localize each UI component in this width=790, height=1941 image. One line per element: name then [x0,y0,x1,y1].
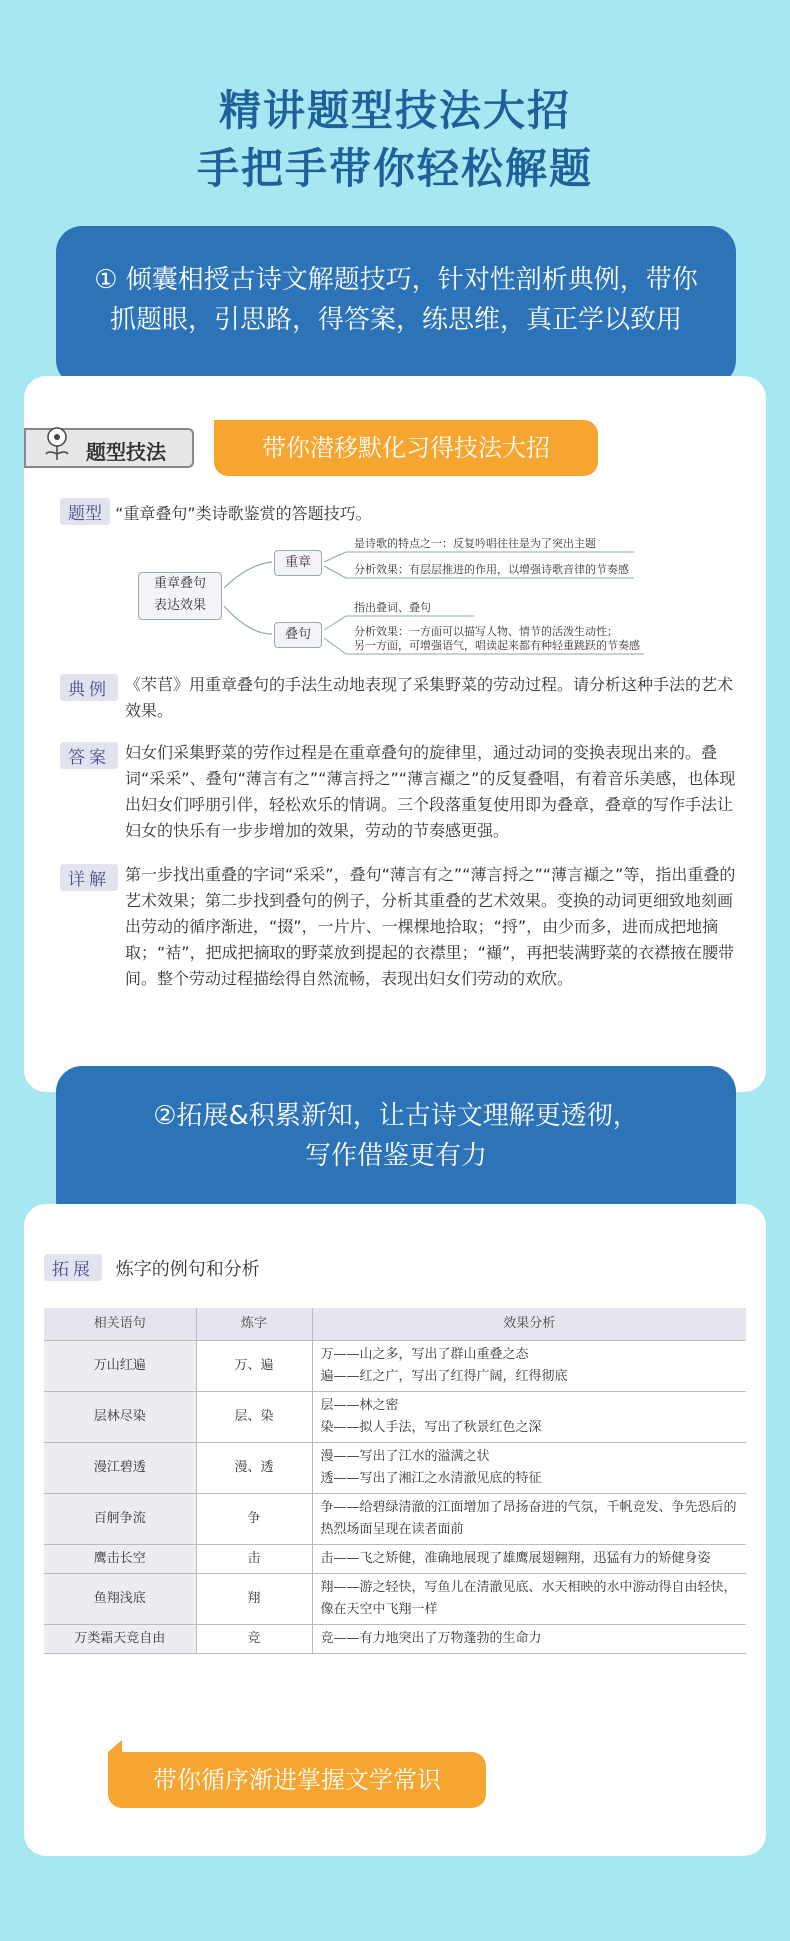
header-sentence: 相关语句 [44,1308,196,1340]
row-word: 层、染 [196,1391,312,1442]
header-word: 炼字 [196,1308,312,1340]
table-row [44,1544,746,1573]
row-sentence: 鹰击长空 [44,1544,196,1573]
row-word: 击 [196,1544,312,1573]
row-word: 争 [196,1493,312,1544]
row-sentence: 万类霜天竞自由 [44,1624,196,1653]
title-line-2: 手把手带你轻松解题 [196,144,593,193]
row-analysis: 层——林之密 染——拟人手法，写出了秋景红色之深 [312,1391,746,1442]
row-sentence: 漫江碧透 [44,1442,196,1493]
section-tag-label: 题型技法 [86,440,166,464]
table-row [44,1391,746,1442]
table-row [44,1573,746,1624]
row-word: 竞 [196,1624,312,1653]
row-analysis: 漫——写出了江水的溢满之状 透——写出了湘江之水清澈见底的特征 [312,1442,746,1493]
answer-text: 妇女们采集野菜的劳作过程是在重章叠句的旋律里，通过动词的变换表现出来的。叠词“采采”、叠句“薄言有之”“薄言捋之”“薄言襭之”的反复叠唱，有着音乐美感，也体现出妇女们呼朋引伴，轻松欢乐的情调。三个段落重复使用即为叠章，叠章的写作手法让妇女的快乐有一步步增加的效果，劳动的节奏感更强。 [125,743,736,840]
callout-tail [108,1740,122,1752]
row-analysis: 争——给碧绿清澈的江面增加了昂扬奋进的气氛，千帆竞发、争先恐后的热烈场面呈现在读者面前 [312,1493,746,1544]
callout-label-2: 带你循序渐进掌握文学常识 [108,1752,486,1808]
banner2-line-1: ②拓展&积累新知，让古诗文理解更透彻， [153,1101,639,1131]
row-sentence: 百舸争流 [44,1493,196,1544]
answer-chip: 答案 [60,742,118,769]
row-analysis: 翔——游之轻快，写鱼儿在清澈见底、水天相映的水中游动得自由轻快，像在天空中飞翔一样 [312,1573,746,1624]
diagram-branch-1: 重章 [274,550,322,576]
topic-text: “重章叠句”类诗歌鉴赏的答题技巧。 [115,504,372,523]
table-header-row [44,1308,746,1340]
row-word: 漫、透 [196,1442,312,1493]
branch2-note-2: 分析效果：一方面可以描写人物、情节的活泼生动性； [354,625,618,638]
example-label-wrap [60,674,118,701]
banner1-line-2: 抓题眼，引思路，得答案，练思维，真正学以致用 [109,305,682,335]
diagram-root-node: 重章叠句 表达效果 [138,572,222,620]
explain-chip: 详解 [60,864,118,891]
banner2-line-2: 写作借鉴更有力 [304,1141,487,1171]
header-analysis: 效果分析 [312,1308,746,1340]
title-line-1: 精讲题型技法大招 [218,86,571,135]
branch1-note-2: 分析效果：有层层推进的作用，以增强诗歌音律的节奏感 [354,563,629,576]
refinement-table [44,1308,746,1654]
row-sentence: 层林尽染 [44,1391,196,1442]
banner1-line-1: ① 倾囊相授古诗文解题技巧，针对性剖析典例，带你 [94,265,698,295]
row-analysis: 击——飞之矫健，准确地展现了雄鹰展翅翱翔，迅猛有力的矫健身姿 [312,1544,746,1573]
extension-heading [44,1254,260,1281]
example-chip: 典例 [60,674,118,701]
explain-label-wrap [60,864,118,891]
extension-chip: 拓展 [44,1254,102,1281]
row-word: 万、遍 [196,1340,312,1391]
feature-banner-1 [56,226,736,386]
row-sentence: 万山红遍 [44,1340,196,1391]
row-analysis: 万——山之多，写出了群山重叠之态 遍——红之广，写出了红得广阔，红得彻底 [312,1340,746,1391]
technique-card [24,376,766,1092]
diagram-branch-2: 叠句 [274,622,322,648]
table-row [44,1340,746,1391]
branch2-note-1: 指出叠词、叠句 [354,601,431,614]
branch2-note-3: 另一方面，可增强语气，唱读起来都有种轻重跳跃的节奏感 [354,639,640,652]
extension-card [24,1204,766,1856]
example-text: 《芣苢》用重章叠句的手法生动地表现了采集野菜的劳动过程。请分析这种手法的艺术效果。 [125,675,734,720]
topic-chip: 题型 [60,498,110,525]
extension-title: 炼字的例句和分析 [115,1259,260,1280]
table-row [44,1442,746,1493]
answer-label-wrap [60,742,118,769]
row-sentence: 鱼翔浅底 [44,1573,196,1624]
table-row [44,1624,746,1653]
page-title [0,82,790,198]
row-word: 翔 [196,1573,312,1624]
explain-text: 第一步找出重叠的字词“采采”，叠句“薄言有之”“薄言捋之”“薄言襭之”等，指出重叠的艺术效果；第二步找到叠句的例子，分析其重叠的艺术效果。变换的动词更细致地刻画出劳动的循序渐进，“掇”，一片片、一棵棵地拾取；“捋”，由少而多，进而成把地摘取；“袺”，把成把摘取的野菜放到提起的衣襟里；“襭”，再把装满野菜的衣襟掖在腰带间。整个劳动过程描绘得自然流畅，表现出妇女们劳动的欢欣。 [125,865,736,988]
branch1-note-1: 是诗歌的特点之一：反复吟唱往往是为了突出主题 [354,537,596,550]
callout-label-1: 带你潜移默化习得技法大招 [214,420,598,476]
feature-banner-2 [56,1066,736,1226]
table-row [44,1493,746,1544]
row-analysis: 竞——有力地突出了万物蓬勃的生命力 [312,1624,746,1653]
